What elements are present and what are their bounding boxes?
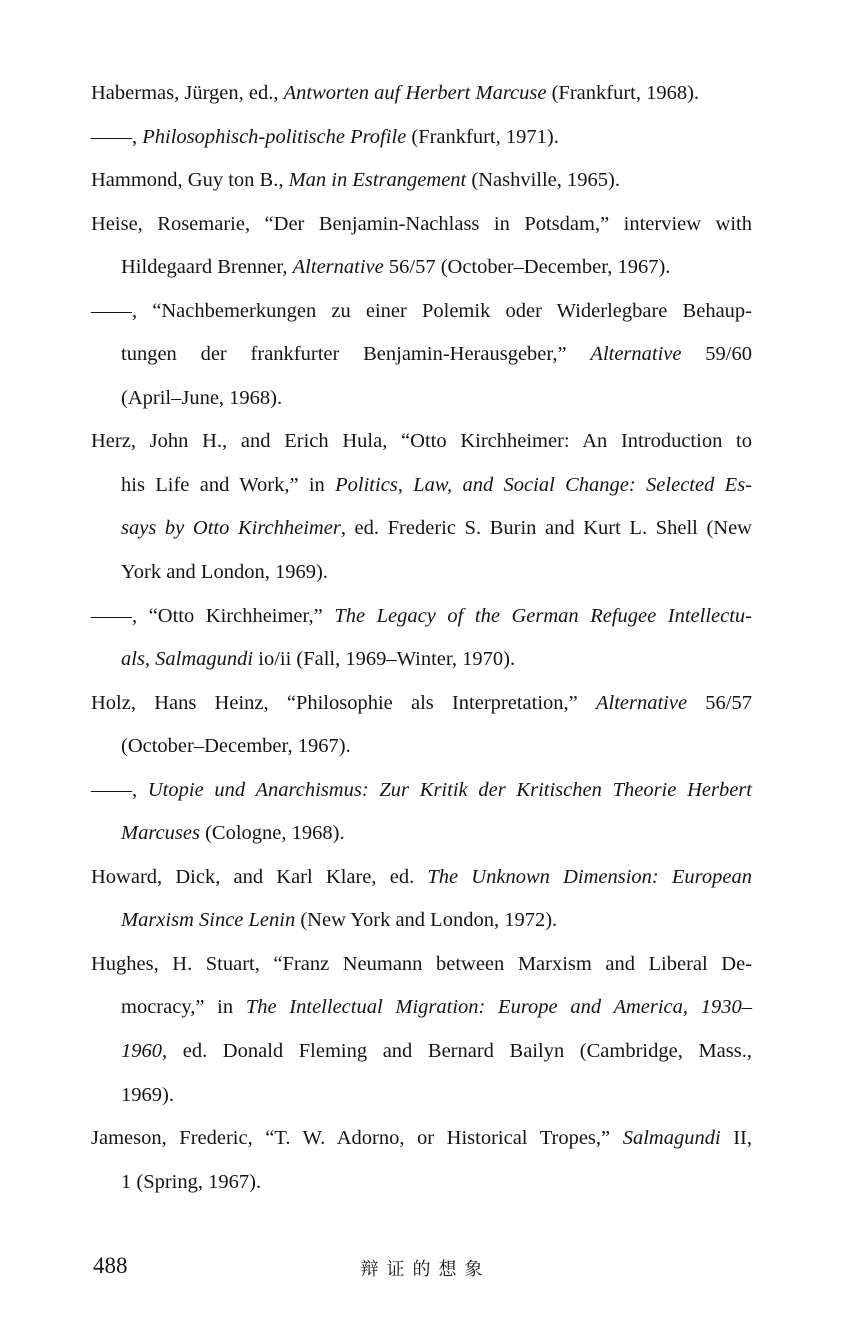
work-title-text: Alternative	[292, 256, 384, 279]
entry-line	[91, 595, 752, 639]
entry-text: ——, “Nachbemerkungen zu einer Polemik oder Widerlegbare Behaup-	[91, 299, 752, 322]
entry-text: mocracy,” in	[121, 996, 246, 1019]
work-title-text: says by Otto Kirchheimer	[121, 517, 341, 540]
entry-text: (Frankfurt, 1968).	[546, 82, 700, 104]
entry-text: (New York and London, 1972).	[295, 909, 558, 932]
running-title: 辩证的想象	[360, 1259, 491, 1279]
bibliography-entry	[91, 290, 752, 421]
entry-line	[91, 464, 752, 508]
entry-line	[91, 246, 752, 290]
entry-line	[91, 203, 752, 247]
bibliography-entry	[91, 856, 752, 943]
entry-text: , ed. Donald Fleming and Bernard Bailyn (Cambridge, Mass.,	[162, 1040, 752, 1063]
entry-text: York and London, 1969).	[121, 561, 328, 584]
work-title-text: Man in Estrangement	[288, 169, 467, 192]
bibliography-entry	[91, 595, 752, 682]
entry-text: Habermas, Jürgen, ed.,	[91, 82, 284, 104]
bibliography-entry	[91, 769, 752, 856]
entry-text: Howard, Dick, and Karl Klare, ed.	[91, 865, 428, 888]
work-title-text: Salmagundi	[622, 1127, 721, 1150]
entry-line	[91, 769, 752, 813]
entry-text: , ed. Frederic S. Burin and Kurt L. Shell (New	[340, 517, 752, 540]
entry-text: Hildegaard Brenner,	[121, 256, 293, 279]
entry-line	[91, 377, 752, 421]
entry-text: (October–December, 1967).	[121, 735, 351, 758]
entry-line	[91, 986, 752, 1030]
entry-line	[91, 1074, 752, 1118]
entry-text: Herz, John H., and Erich Hula, “Otto Kirchheimer: An Introduction to	[91, 430, 752, 453]
entry-line	[91, 1117, 752, 1161]
bibliography-entry	[91, 72, 752, 116]
entry-text: Hammond, Guy ton B.,	[91, 169, 289, 192]
work-title-text: 1960	[121, 1040, 162, 1063]
bibliography-entry	[91, 943, 752, 1117]
entry-line	[91, 899, 752, 943]
entry-line	[91, 812, 752, 856]
entry-text: (Nashville, 1965).	[466, 169, 620, 192]
work-title-text: Marcuses	[121, 822, 200, 845]
entry-text: 1969).	[121, 1083, 174, 1106]
entry-text: 59/60	[681, 343, 752, 366]
entry-line	[91, 725, 752, 769]
bibliography-entry	[91, 420, 752, 594]
work-title-text: Philosophisch-politische Profile	[142, 125, 407, 148]
entry-text: (Cologne, 1968).	[199, 822, 345, 845]
work-title-text: Alternative	[590, 343, 682, 366]
entry-text: his Life and Work,” in	[121, 473, 336, 496]
entry-text: (Frankfurt, 1971).	[406, 125, 559, 148]
entry-text: Jameson, Frederic, “T. W. Adorno, or Historical Tropes,”	[91, 1127, 623, 1150]
entry-line	[91, 333, 752, 377]
entry-line	[91, 856, 752, 900]
entry-text: tungen der frankfurter Benjamin-Herausgeber,”	[121, 343, 591, 366]
work-title-text: Antworten auf Herbert Marcuse	[283, 82, 547, 104]
work-title-text: Alternative	[595, 691, 688, 714]
page-footer	[0, 1252, 843, 1292]
entry-text: 1 (Spring, 1967).	[121, 1170, 262, 1193]
work-title-text: The Legacy of the German Refugee Intellectu-	[334, 604, 753, 627]
entry-line	[91, 72, 752, 116]
bibliography-entry	[91, 203, 752, 290]
entry-text: 56/57	[687, 691, 752, 714]
entry-line	[91, 943, 752, 987]
entry-text: II,	[720, 1127, 752, 1150]
work-title-text: als, Salmagundi	[121, 648, 254, 671]
entry-text: Heise, Rosemarie, “Der Benjamin-Nachlass in Potsdam,” interview with	[91, 212, 752, 235]
entry-line	[91, 1030, 752, 1074]
bibliography-entry	[91, 159, 752, 203]
work-title-text: The Intellectual Migration: Europe and America, 1930–	[245, 996, 752, 1019]
entry-line	[91, 420, 752, 464]
entry-line	[91, 551, 752, 595]
work-title-text: The Unknown Dimension: European	[427, 865, 752, 888]
bibliography-entry	[91, 682, 752, 769]
entry-text: (April–June, 1968).	[121, 386, 283, 409]
entry-text: 56/57 (October–December, 1967).	[383, 256, 671, 279]
work-title-text: Politics, Law, and Social Change: Selected Es-	[335, 473, 752, 496]
bibliography-list	[91, 72, 752, 1204]
entry-line	[91, 290, 752, 334]
entry-line	[91, 116, 752, 160]
entry-text: Hughes, H. Stuart, “Franz Neumann between Marxism and Liberal De-	[91, 952, 752, 975]
entry-line	[91, 159, 752, 203]
entry-text: ——,	[91, 125, 143, 148]
entry-text: ——,	[91, 778, 148, 801]
work-title-text: Marxism Since Lenin	[121, 909, 296, 932]
entry-text: Holz, Hans Heinz, “Philosophie als Interpretation,”	[91, 691, 596, 714]
entry-line	[91, 1161, 752, 1205]
entry-line	[91, 682, 752, 726]
bibliography-entry	[91, 116, 752, 160]
entry-text: ——, “Otto Kirchheimer,”	[91, 604, 335, 627]
page-number: 488	[93, 1253, 128, 1278]
entry-line	[91, 507, 752, 551]
work-title-text: Utopie und Anarchismus: Zur Kritik der Kritischen Theorie Herbert	[147, 778, 752, 801]
entry-line	[91, 638, 752, 682]
bibliography-entry	[91, 1117, 752, 1204]
entry-text: io/ii (Fall, 1969–Winter, 1970).	[253, 648, 516, 671]
